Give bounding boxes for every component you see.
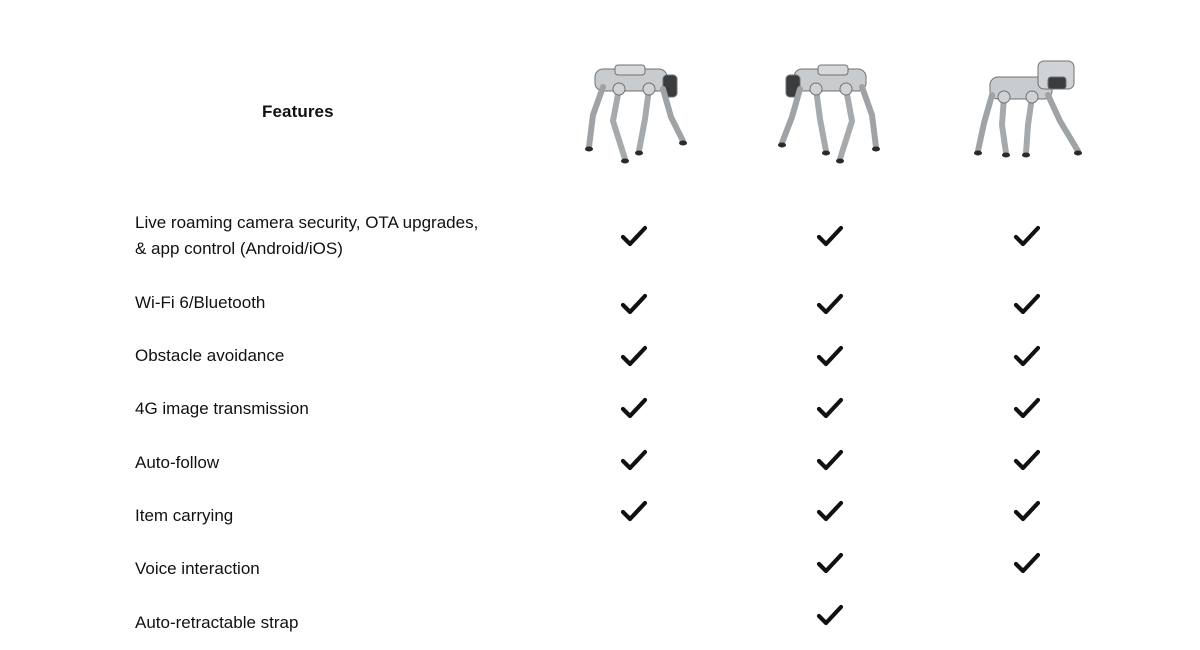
robot-dog-image-3 <box>968 55 1088 167</box>
checkmark-icon <box>1013 292 1041 316</box>
checkmark-icon <box>620 396 648 420</box>
checkmark-icon <box>816 292 844 316</box>
checkmark-icon <box>816 224 844 248</box>
checkmark-icon <box>816 499 844 523</box>
checkmark-icon <box>620 344 648 368</box>
checkmark-icon <box>1013 344 1041 368</box>
feature-label: Auto-retractable strap <box>135 613 299 632</box>
robot-dog-image-1 <box>575 55 695 167</box>
checkmark-icon <box>1013 396 1041 420</box>
robot-dog-image-2 <box>770 55 890 167</box>
checkmark-icon <box>816 396 844 420</box>
feature-label: 4G image transmission <box>135 399 309 418</box>
checkmark-icon <box>1013 551 1041 575</box>
checkmark-icon <box>1013 499 1041 523</box>
feature-label: Obstacle avoidance <box>135 346 285 365</box>
feature-label: Auto-follow <box>135 453 220 472</box>
checkmark-icon <box>620 499 648 523</box>
checkmark-icon <box>620 292 648 316</box>
checkmark-icon <box>620 224 648 248</box>
checkmark-icon <box>620 448 648 472</box>
feature-label: Wi-Fi 6/Bluetooth <box>135 293 266 312</box>
checkmark-icon <box>1013 448 1041 472</box>
checkmark-icon <box>1013 224 1041 248</box>
features-header: Features <box>262 102 334 121</box>
feature-label: Live roaming camera security, OTA upgrades, & app control (Android/iOS) <box>135 213 479 258</box>
checkmark-icon <box>816 448 844 472</box>
feature-label: Item carrying <box>135 506 234 525</box>
checkmark-icon <box>816 603 844 627</box>
checkmark-icon <box>816 551 844 575</box>
feature-label: Voice interaction <box>135 559 260 578</box>
checkmark-icon <box>816 344 844 368</box>
